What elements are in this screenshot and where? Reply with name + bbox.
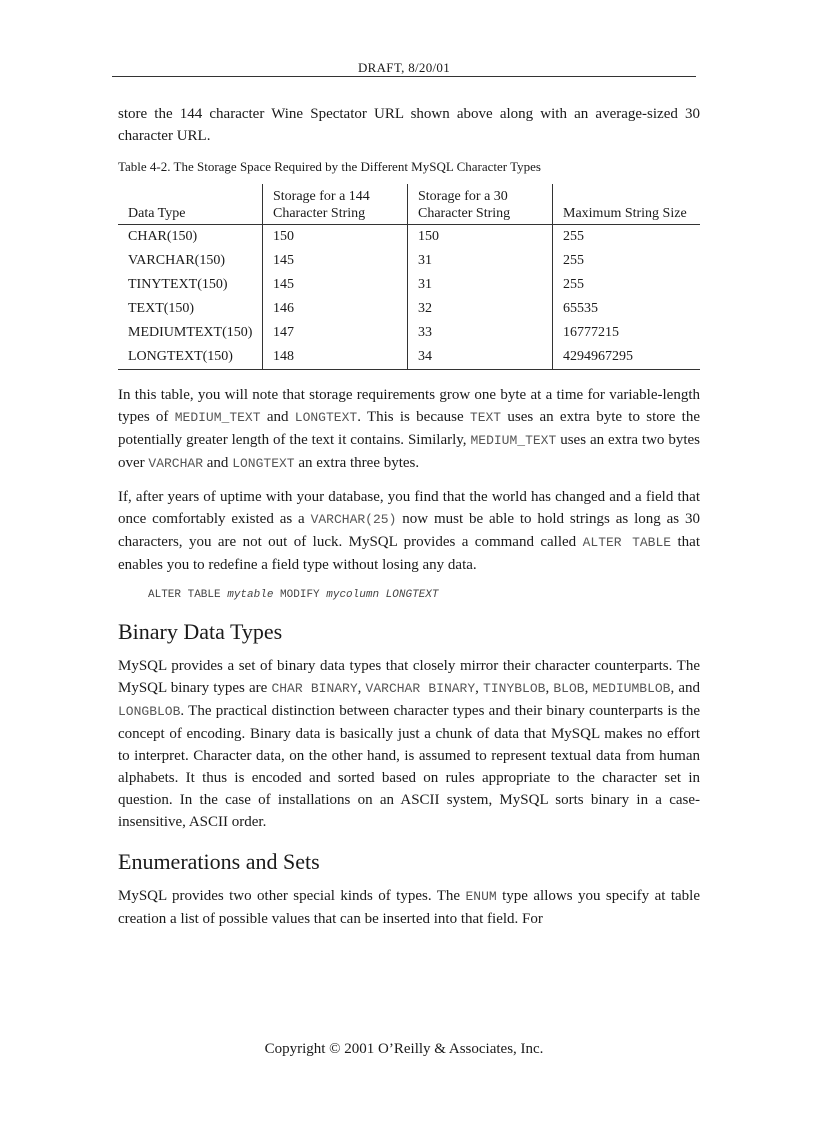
cell-data-type: TEXT(150)	[128, 301, 195, 316]
cell-max-size: 255	[553, 273, 701, 297]
table-row	[118, 345, 700, 370]
inline-code: LONGTEXT	[232, 456, 295, 471]
inline-code: MEDIUM_TEXT	[174, 410, 261, 425]
text-run: MySQL provides two other special kinds of types. The	[118, 888, 466, 904]
text-run: type allows you specify at table creation a list of possible values that can be inserted into that field. For	[118, 888, 700, 927]
heading-enumerations-and-sets: Enumerations and Sets	[118, 849, 320, 874]
inline-code: VARCHAR(25)	[310, 512, 397, 527]
text-run: and	[203, 455, 233, 471]
inline-code: ALTER TABLE	[582, 535, 672, 550]
code-run: MODIFY	[273, 589, 327, 601]
table-row	[118, 273, 700, 297]
cell-storage-30: 150	[408, 225, 553, 250]
text-run: that enables you to redefine a field type without losing any data.	[118, 534, 700, 573]
cell-data-type: MEDIUMTEXT(150)	[128, 325, 253, 340]
header-rule	[112, 76, 696, 77]
cell-storage-30: 32	[408, 297, 553, 321]
cell-max-size: 255	[553, 249, 701, 273]
copyright-footer: Copyright © 2001 O’Reilly & Associates, Inc.	[264, 1041, 544, 1057]
cell-data-type: VARCHAR(150)	[128, 253, 225, 268]
cell-storage-30: 34	[408, 345, 553, 370]
cell-storage-144: 150	[263, 225, 408, 250]
enums-paragraph	[118, 885, 700, 930]
text-run: uses an extra two bytes over	[118, 432, 700, 471]
storage-table	[118, 184, 700, 370]
inline-code: VARCHAR BINARY	[365, 681, 476, 696]
cell-data-type: LONGTEXT(150)	[118, 345, 263, 370]
cell-data-type: CHAR(150)	[128, 229, 198, 244]
header-max-size: Maximum String Size	[553, 184, 701, 225]
text-run: uses an extra byte to store the potentially greater length of the text it contains. Similarly,	[118, 409, 700, 448]
cell-max-size: 16777215	[553, 321, 701, 345]
cell-storage-30: 31	[408, 249, 553, 273]
cell-data-type: TINYTEXT(150)	[128, 277, 228, 292]
inline-code: MEDIUM_TEXT	[470, 433, 557, 448]
inline-code: CHAR BINARY	[271, 681, 358, 696]
text-run: now must be able to hold strings as long as 30 characters, you are not out of luck. MySQL provides a command called	[118, 511, 700, 550]
text-run: ,	[475, 680, 484, 696]
cell-storage-144: 148	[263, 345, 408, 370]
code-run-italic: mytable	[227, 589, 274, 601]
code-example	[148, 587, 700, 603]
table-header-row	[118, 184, 700, 225]
inline-code: TEXT	[469, 410, 502, 425]
text-run: In this table, you will note that storage requirements grow one byte at a time for variable-length types of	[118, 387, 700, 425]
alter-paragraph	[118, 486, 700, 576]
cell-storage-30: 33	[408, 321, 553, 345]
header-data-type: Data Type	[118, 184, 263, 225]
text-run: an extra three bytes.	[294, 455, 420, 471]
inline-code: LONGTEXT	[294, 410, 358, 425]
cell-storage-144: 145	[263, 273, 408, 297]
text-run: ,	[584, 680, 593, 696]
cell-storage-144: 145	[263, 249, 408, 273]
header-storage-30: Storage for a 30 Character String	[408, 184, 553, 225]
text-run: ,	[545, 680, 554, 696]
running-header: DRAFT, 8/20/01	[357, 60, 451, 75]
code-run-italic: mycolumn LONGTEXT	[326, 589, 439, 601]
text-run: ,	[357, 680, 366, 696]
text-run: and	[260, 409, 295, 425]
cell-max-size: 65535	[553, 297, 701, 321]
cell-max-size: 4294967295	[553, 345, 701, 370]
storage-paragraph	[118, 384, 700, 475]
cell-storage-144: 146	[263, 297, 408, 321]
code-run: ALTER TABLE	[148, 589, 228, 601]
header-storage-144: Storage for a 144 Character String	[263, 184, 408, 225]
table-row	[118, 225, 700, 250]
intro-paragraph: store the 144 character Wine Spectator URL shown above along with an average-sized 30 character URL.	[118, 106, 700, 144]
inline-code: MEDIUMBLOB	[592, 681, 671, 696]
text-run: MySQL provides a set of binary data types that closely mirror their character counterparts. The MySQL binary types are	[118, 658, 700, 696]
inline-code: ENUM	[465, 889, 497, 904]
inline-code: BLOB	[553, 681, 585, 696]
table-row	[118, 297, 700, 321]
binary-paragraph	[118, 655, 700, 833]
inline-code: LONGBLOB	[118, 704, 181, 719]
table-caption: Table 4-2. The Storage Space Required by the Different MySQL Character Types	[118, 159, 541, 174]
text-run: . The practical distinction between character types and their binary counterparts is the concept of encoding. Binary data is basically just a chunk of data that MySQL makes no effort to interpret. Character data, on the other hand, is assumed to represent textual data from human alphabets. It thus is encoded and sorted based on rules appropriate to the character set in question. In the case of installations on an ASCII system, MySQL sorts binary in a case-insensitive, ASCII order.	[118, 703, 700, 830]
text-run: If, after years of uptime with your database, you find that the world has changed and a field that once comfortably existed as a	[118, 489, 700, 527]
inline-code: TINYBLOB	[483, 681, 546, 696]
cell-storage-144: 147	[263, 321, 408, 345]
text-run: . This is because	[357, 409, 470, 425]
heading-binary-data-types: Binary Data Types	[118, 619, 283, 644]
text-run: , and	[670, 680, 701, 696]
cell-storage-30: 31	[408, 273, 553, 297]
page-content	[118, 103, 700, 941]
cell-max-size: 255	[553, 225, 701, 250]
inline-code: VARCHAR	[148, 456, 204, 471]
table-row	[118, 321, 700, 345]
table-row	[118, 249, 700, 273]
